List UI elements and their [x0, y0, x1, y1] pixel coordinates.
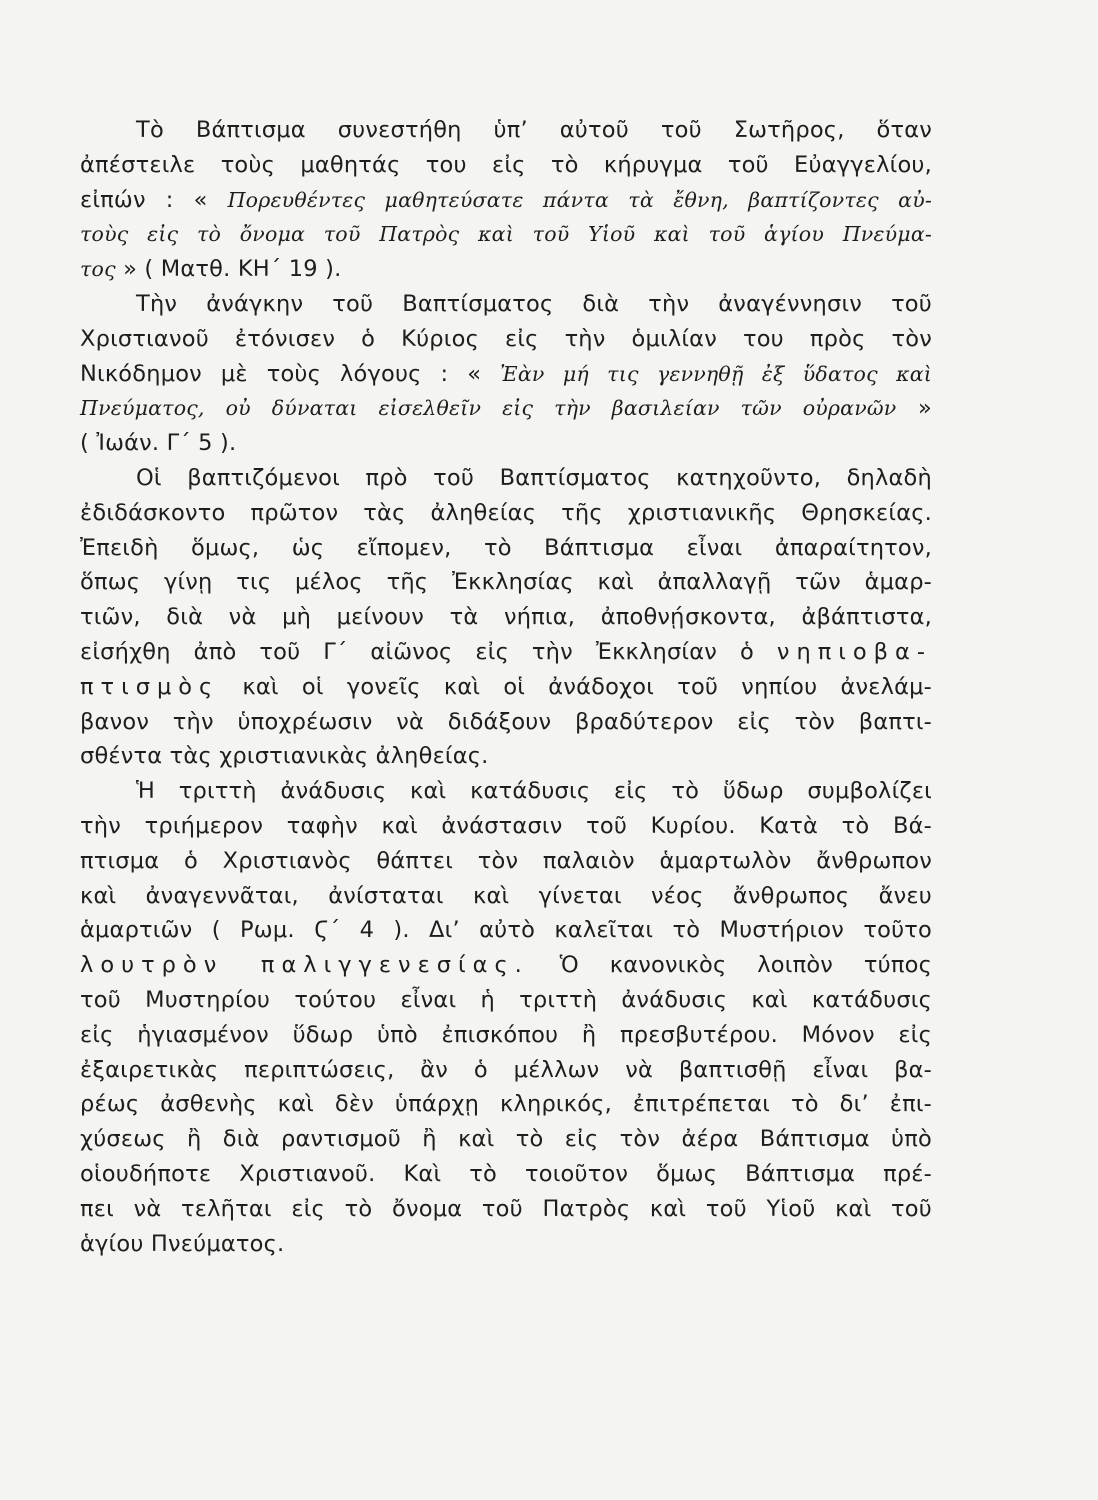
text-line: τιῶν, διὰ νὰ μὴ μείνουν τὰ νήπια, ἀποθνῄσκοντα, ἀβάπτιστα,: [80, 604, 932, 631]
text-span: Νικόδημον μὲ τοὺς λόγους : «: [80, 360, 501, 387]
text-line: καὶ ἀναγεννᾶται, ἀνίσταται καὶ γίνεται νέος ἄνθρωπος ἄνευ: [80, 882, 932, 909]
text-line: ἁγίου Πνεύματος.: [80, 1230, 285, 1257]
text-line: [80, 217, 932, 252]
text-line: ἁμαρτιῶν ( Ρωμ. Ϛ΄ 4 ). Δι’ αὐτὸ καλεῖται τὸ Μυστήριον τοῦτο: [80, 917, 932, 944]
text-span: εἰσήχθη ἀπὸ τοῦ Γ΄ αἰῶνος εἰς τὴν Ἐκκλησίαν ὁ: [80, 638, 777, 665]
text-span: Ὁ κανονικὸς λοιπὸν τύπος: [528, 952, 932, 979]
text-line: [80, 948, 932, 983]
text-span: καὶ οἱ γονεῖς καὶ οἱ ἀνάδοχοι τοῦ νηπίου ἀνελάμ-: [219, 673, 932, 700]
text-line: οἱουδήποτε Χριστιανοῦ. Καὶ τὸ τοιοῦτον ὅμως Βάπτισμα πρέ-: [80, 1160, 932, 1187]
text-line: πτισμα ὁ Χριστιανὸς θάπτει τὸν παλαιὸν ἁμαρτωλὸν ἄνθρωπον: [80, 847, 932, 874]
text-line: [80, 252, 932, 287]
text-line: ἀπέστειλε τοὺς μαθητάς του εἰς τὸ κήρυγμα τοῦ Εὐαγγελίου,: [80, 151, 932, 178]
text-line: [80, 670, 932, 705]
text-line: βανον τὴν ὑποχρέωσιν νὰ διδάξουν βραδύτερον εἰς τὸν βαπτι-: [80, 708, 932, 735]
scripture-quote: Πορευθέντες μαθητεύσατε πάντα τὰ ἔθνη, βαπτίζοντες αὐ-: [227, 187, 932, 212]
text-line: [80, 183, 932, 218]
spaced-term: λουτρὸν παλιγγενεσίας.: [80, 952, 529, 979]
text-line: χύσεως ἢ διὰ ραντισμοῦ ἢ καὶ τὸ εἰς τὸν ἀέρα Βάπτισμα ὑπὸ: [80, 1126, 932, 1153]
scripture-quote: τοὺς εἰς τὸ ὄνομα τοῦ Πατρὸς καὶ τοῦ Υἱοῦ καὶ τοῦ ἁγίου Πνεύμα-: [80, 222, 932, 247]
text-line: ἐξαιρετικὰς περιπτώσεις, ἂν ὁ μέλλων νὰ βαπτισθῇ εἶναι βα-: [80, 1056, 932, 1083]
text-line: [80, 357, 932, 392]
text-line: ἐδιδάσκοντο πρῶτον τὰς ἀληθείας τῆς χριστιανικῆς Θρησκείας.: [80, 499, 932, 526]
text-line: ὅπως γίνῃ τις μέλος τῆς Ἐκκλησίας καὶ ἀπαλλαγῇ τῶν ἁμαρ-: [80, 569, 932, 596]
spaced-term: νηπιοβα-: [776, 638, 932, 665]
spaced-term: πτισμὸς: [80, 673, 220, 700]
text-span: »: [896, 395, 932, 422]
text-line: ( Ἰωάν. Γ΄ 5 ).: [80, 430, 237, 457]
body-text: [80, 113, 932, 1261]
text-line: [80, 391, 932, 426]
text-span: » ( Ματθ. ΚΗ΄ 19 ).: [115, 256, 342, 283]
text-line: Τὴν ἀνάγκην τοῦ Βαπτίσματος διὰ τὴν ἀναγέννησιν τοῦ: [136, 290, 932, 317]
text-line: Ἐπειδὴ ὅμως, ὡς εἴπομεν, τὸ Βάπτισμα εἶναι ἀπαραίτητον,: [80, 534, 932, 561]
text-line: [80, 635, 932, 670]
text-line: τὴν τριήμερον ταφὴν καὶ ἀνάστασιν τοῦ Κυρίου. Κατὰ τὸ Βά-: [80, 812, 932, 839]
text-line: πει νὰ τελῆται εἰς τὸ ὄνομα τοῦ Πατρὸς καὶ τοῦ Υἱοῦ καὶ τοῦ: [80, 1195, 932, 1222]
scripture-quote: Πνεύματος, οὐ δύναται εἰσελθεῖν εἰς τὴν βασιλείαν τῶν οὐρανῶν: [80, 396, 897, 421]
text-line: τοῦ Μυστηρίου τούτου εἶναι ἡ τριττὴ ἀνάδυσις καὶ κατάδυσις: [80, 986, 932, 1013]
text-span: εἰπών : «: [80, 186, 228, 213]
text-line: σθέντα τὰς χριστιανικὰς ἀληθείας.: [80, 743, 489, 770]
scripture-quote: τος: [80, 257, 116, 282]
text-line: Ἡ τριττὴ ἀνάδυσις καὶ κατάδυσις εἰς τὸ ὕδωρ συμβολίζει: [136, 778, 932, 805]
text-line: Τὸ Βάπτισμα συνεστήθη ὑπ’ αὐτοῦ τοῦ Σωτῆρος, ὅταν: [136, 117, 932, 143]
text-line: Χριστιανοῦ ἐτόνισεν ὁ Κύριος εἰς τὴν ὁμιλίαν του πρὸς τὸν: [80, 325, 932, 352]
text-line: ρέως ἀσθενὴς καὶ δὲν ὑπάρχῃ κληρικός, ἐπιτρέπεται τὸ δι’ ἐπι-: [80, 1091, 932, 1118]
scripture-quote: Ἐὰν μή τις γεννηθῇ ἐξ ὕδατος καὶ: [500, 361, 932, 386]
text-line: Οἱ βαπτιζόμενοι πρὸ τοῦ Βαπτίσματος κατηχοῦντο, δηλαδὴ: [136, 464, 932, 491]
text-line: εἰς ἡγιασμένον ὕδωρ ὑπὸ ἐπισκόπου ἢ πρεσβυτέρου. Μόνον εἰς: [80, 1021, 932, 1048]
